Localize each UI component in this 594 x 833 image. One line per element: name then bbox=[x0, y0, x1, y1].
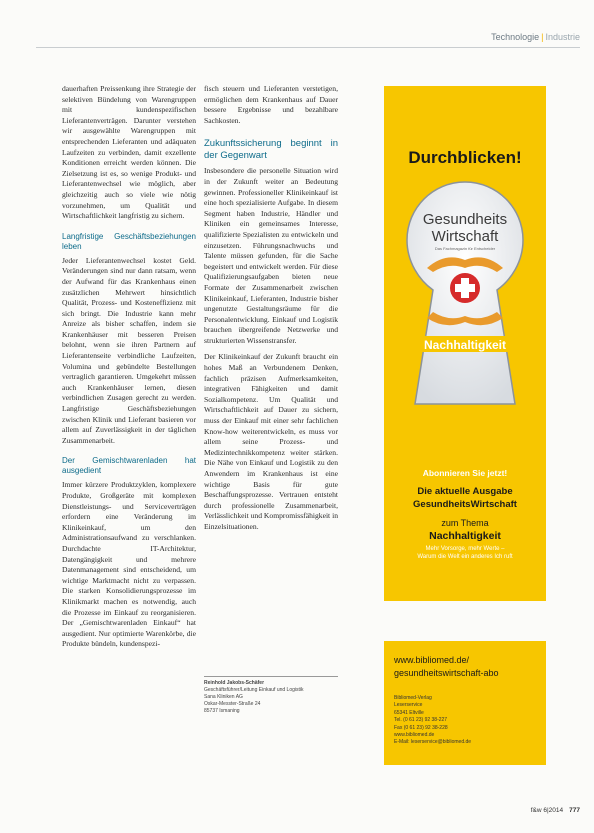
author-line: 85737 Ismaning bbox=[204, 708, 240, 714]
logo-line2: Wirtschaft bbox=[431, 228, 499, 245]
subscribe-link[interactable]: gesundheitswirtschaft-abo bbox=[394, 668, 499, 678]
paragraph: dauerhaften Preissenkung ihre Strategie der selektiven Bündelung von Warengruppen mit kundenspezifischen Lieferantenverträgen. Darunter verstehen wir ausgewählte Warengruppen mit entsprechenden Lieferanten und adäquaten Laufzeiten zu verbinden, damit exzellente Konditionen erreicht werden können. Die Zielsetzung ist es, so wenige Produkt- und Lieferantenwechsel wie möglich, aber gleichzeitig auch so viele wie nötig vorzunehmen, um Qualität und Wirtschaftlichkeit langfristig zu sichern. bbox=[62, 84, 196, 221]
section-divider: | bbox=[541, 32, 544, 42]
author-name: Reinhold Jakobs-Schäfer bbox=[204, 680, 265, 686]
author-box bbox=[204, 676, 338, 715]
ad-line: Warum die Welt ein anderes Ich ruft bbox=[417, 554, 513, 560]
author-line: Sana Kliniken AG bbox=[204, 694, 243, 700]
column-left bbox=[62, 84, 196, 656]
subheading-business-relations: Langfristige Geschäftsbeziehungen leben bbox=[62, 231, 196, 251]
column-middle bbox=[204, 84, 338, 539]
contact-line: Tel. (0 61 23) 92 38-227 bbox=[394, 717, 448, 724]
contact-line: 65341 Eltville bbox=[394, 709, 424, 716]
page-footer bbox=[470, 807, 580, 814]
page-number: 777 bbox=[569, 807, 580, 814]
contact-line: www.bibliomed.de bbox=[394, 732, 435, 739]
subheading-future: Zukunftssicherung beginnt in der Gegenwart bbox=[204, 138, 338, 162]
logo-line1: Gesundheits bbox=[422, 211, 508, 228]
magazine-issue: f&w 6|2014 bbox=[530, 807, 564, 814]
advertisement[interactable] bbox=[384, 86, 546, 601]
paragraph: Immer kürzere Produktzyklen, komplexere Produkte, Großgeräte mit komplexen Dienstleistungs- und Serviceverträgen erfordern eine Veränderung im Klinikeinkauf, um den Administrationsaufwand zu verschlanken. Durchdachte IT-Architektur, Datengängigkeit und mehrere Datenmanagement sind entscheidend, um wichtige Marktmacht nicht zu verpassen. Die starken Konsolidierungsprozesse im Klinikmarkt machen es notwendig, auch die Prozesse im Einkauf zu reorganisieren. Der „Gemischtwarenladen Einkauf“ hat ausgedient. Nur optimierte Warenkörbe, die Produkte bündeln, kundenspezi- bbox=[62, 480, 196, 649]
ad-title: Durchblicken! bbox=[408, 148, 522, 167]
ad-topic: Nachhaltigkeit bbox=[429, 530, 501, 542]
author-line: Oskar-Messter-Straße 24 bbox=[204, 701, 261, 707]
logo-tag: Das Fachmagazin für Entscheider bbox=[434, 246, 496, 251]
contact-line: Bibliomed-Verlag bbox=[394, 695, 432, 701]
page-header bbox=[420, 32, 580, 42]
emblem-word: Nachhaltigkeit bbox=[423, 338, 507, 352]
subscribe-link[interactable]: www.bibliomed.de/ bbox=[394, 655, 470, 665]
contact-line: Fax (0 61 23) 92 38-228 bbox=[394, 724, 448, 731]
ad-contact-box bbox=[384, 641, 546, 765]
subheading-general-store: Der Gemischtwarenladen hat ausgedient bbox=[62, 456, 196, 476]
keyhole-emblem bbox=[405, 180, 525, 410]
contact-line: E-Mail: leserservice@bibliomed.de bbox=[394, 739, 472, 746]
header-rule bbox=[36, 47, 580, 48]
author-line: Geschäftsführer/Leitung Einkauf und Logistik bbox=[204, 687, 304, 693]
ad-line: GesundheitsWirtschaft bbox=[413, 499, 517, 510]
contact-line: Leserservice bbox=[394, 702, 423, 709]
subscribe-cta[interactable]: Abonnieren Sie jetzt! bbox=[422, 468, 508, 478]
contact-info bbox=[394, 695, 544, 747]
subsection-label: Industrie bbox=[545, 32, 580, 42]
paragraph: Insbesondere die personelle Situation wird in der Zukunft weiter an Bedeutung gewinnen. Professioneller Klinikeinkauf ist eine hoch spezialisierte Aufgabe. In diesem Segment haben Industrie, Händler und Kliniken ein gemeinsames Interesse, qualifizierte Spezialisten zu entwickeln und einzusetzen. Führungsnachwuchs und Talente müssen gefunden, für die Sache begeistert und entwickelt werden. Für diese Qualifizierungsaufgaben bieten neue Formate der Zusammenarbeit zwischen Klinikeinkauf, Lieferanten, Industrie bisher ungenutzte Gestaltungsräume für die Personalentwicklung. Einkauf und Logistik brauchen übergreifende Netzwerke und strukturierten Wissenstransfer. bbox=[204, 166, 338, 345]
paragraph: Jeder Lieferantenwechsel kostet Geld. Veränderungen sind nur dann ratsam, wenn der Aufwand für das Krankenhaus einen zusätzlichen Mehrwert hinsichtlich Qualität, Prozess- und Kosteneffizienz mit sich bringt. Die Industrie kann mehr Anreize als bisher schaffen, indem sie Krankenhäuser mit besseren Preisen belohnt, wenn sie ihren Partnern auf Lieferantenseite verbindliche Laufzeiten, Volumina und gebündelte Bestellungen vertraglich garantieren. Umgekehrt müssen auch Krankenhäuser lernen, diesen verbindlichen Zusagen gerecht zu werden. Langfristige Geschäftsbeziehungen zwischen Klinik und Lieferant basieren vor allem auf Zuverlässigkeit in der täglichen Zusammenarbeit. bbox=[62, 255, 196, 445]
ad-line: Mehr Vorsorge, mehr Werte – bbox=[425, 546, 505, 552]
ad-line: Die aktuelle Ausgabe bbox=[417, 486, 513, 497]
ad-line: zum Thema bbox=[441, 518, 489, 528]
paragraph: fisch steuern und Lieferanten verstetigen, ermöglichen dem Krankenhaus auf Dauer bessere Ergebnisse und bezahlbare Sachkosten. bbox=[204, 84, 338, 125]
section-label: Technologie bbox=[491, 32, 540, 42]
paragraph: Der Klinikeinkauf der Zukunft braucht ein hohes Maß an Verbundenem Denken, fachlich präzisen Aufmerksamkeiten, integrativen Fähigkeiten und damit Sozialkompetenz. Um Qualität und Wirtschaftlichkeit auf Dauer zu sichern, muss der Einkauf mit einer sehr fachlichen Know-how weiterentwickeln, es muss vor allem seine Prozess- und Medizintechnikkompetenz weiter stärken. Die Nähe von Einkauf und Logistik zu den Anwendern im Krankenhaus ist eine wichtige Basis für gute Beschaffungsprozesse. Vertrauen entsteht durch professionelle Zusammenarbeit, Verlässlichkeit und Kompromissfähigkeit in Einzelsituationen. bbox=[204, 352, 338, 531]
